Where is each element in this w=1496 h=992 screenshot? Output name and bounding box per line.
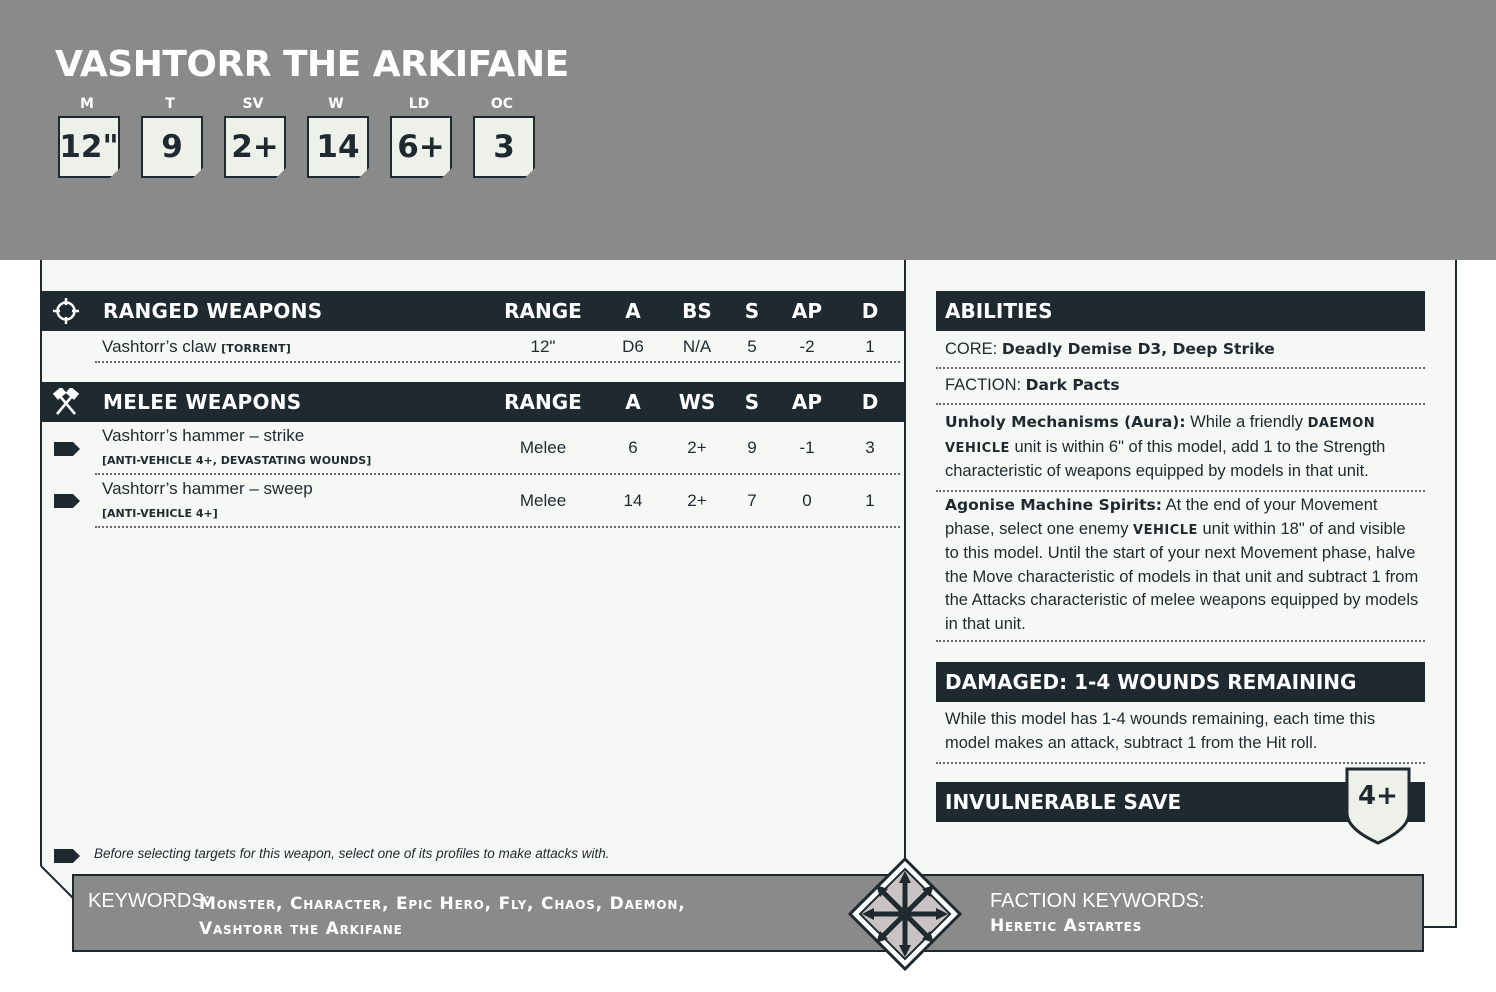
weapon-keywords: [TORRENT] [221,342,291,355]
melee-weapons-header [42,382,904,422]
col-ws: WS [678,390,716,414]
weapon-attacks: 14 [623,491,643,510]
weapon-range: Melee [519,438,567,457]
stat-label: LD [408,96,430,112]
col-strength: S [744,299,760,323]
col-ap: AP [791,299,823,323]
weapon-bs: N/A [682,337,712,356]
stat-objective-control [471,94,533,165]
weapon-ws: 2+ [687,438,707,457]
crosshair-icon [52,297,80,325]
weapon-attacks: D6 [622,337,644,356]
faction-keywords-value: Heretic Astartes [990,916,1143,936]
weapon-row-hammer-sweep [95,475,900,528]
damaged-header [936,662,1425,702]
ability-name: Unholy Mechanisms (Aura): [945,413,1186,431]
stat-save [222,94,284,165]
stat-label: W [328,96,344,112]
datasheet-header [0,0,1496,260]
keywords-line-1: Monster, Character, Epic Hero, Fly, Chaos, Daemon, [199,894,686,914]
weapon-row-claw [95,331,900,363]
keywords-line-2: Vashtorr the Arkifane [199,919,403,939]
col-bs: BS [682,299,712,323]
ability-name: Agonise Machine Spirits: [945,496,1162,514]
keywords-values [199,892,759,942]
col-damage: D [861,390,879,414]
weapon-damage: 3 [865,438,875,457]
weapon-ap: -2 [799,337,815,356]
invulnerable-save-value: 4+ [1358,781,1398,811]
col-range: RANGE [504,390,582,414]
stat-label: M [80,96,94,112]
weapon-ap: 0 [802,491,812,510]
keywords-label: KEYWORDS: [88,890,211,912]
profile-arrow-icon [54,849,80,863]
weapon-name: Vashtorr’s hammer – strike [102,426,305,445]
stat-toughness [139,94,201,165]
abilities-header [936,291,1425,331]
weapon-attacks: 6 [628,438,638,457]
weapon-ws: 2+ [687,491,707,510]
unit-name: VASHTORR THE ARKIFANE [55,44,569,85]
weapon-row-hammer-strike [95,422,900,475]
weapon-strength: 9 [747,438,757,457]
profile-arrow-icon [54,442,80,456]
col-range: RANGE [504,299,582,323]
col-attacks: A [625,299,641,323]
weapon-name: Vashtorr’s claw [TORRENT] [102,337,291,356]
stat-value: 2+ [231,129,279,165]
melee-weapons-title: MELEE WEAPONS [103,390,302,414]
ranged-weapons-title: RANGED WEAPONS [103,299,323,323]
stat-value: 14 [316,129,360,165]
col-damage: D [861,299,879,323]
weapon-ap: -1 [799,438,815,457]
core-label: CORE: [945,340,1002,358]
stat-value: 6+ [397,129,445,165]
weapon-damage: 1 [865,337,875,356]
damaged-title: DAMAGED: 1-4 WOUNDS REMAINING [945,670,1357,694]
stat-wounds [305,94,367,165]
stat-movement [56,94,119,165]
ability-unholy-mechanisms: Unholy Mechanisms (Aura): While a friendly DAEMON VEHICLE unit is within 6" of this model, add 1 to the Strength characteristic of weapons equipped by models in that unit. [936,411,1425,492]
profiles-footnote: Before selecting targets for this weapon, select one of its profiles to make attacks with. [94,846,610,861]
weapon-range: 12" [530,337,556,356]
core-value: Deadly Demise D3, Deep Strike [1001,340,1275,358]
col-strength: S [744,390,760,414]
panel-corner [40,862,76,902]
faction-value: Dark Pacts [1025,376,1120,394]
stat-value: 9 [161,129,183,165]
ranged-weapons-header [42,291,904,331]
crossed-hammers-icon [52,388,80,416]
col-attacks: A [625,390,641,414]
stat-leadership [388,94,450,165]
stat-value: 3 [493,129,515,165]
weapon-keywords: [ANTI-VEHICLE 4+] [102,507,218,520]
weapon-strength: 7 [747,491,757,510]
invulnerable-save-title: INVULNERABLE SAVE [945,790,1182,814]
abilities-title: ABILITIES [945,299,1053,323]
profile-arrow-icon [54,494,80,508]
core-abilities [936,335,1425,369]
col-ap: AP [791,390,823,414]
faction-label: FACTION: [945,376,1026,394]
stat-label: T [165,96,175,112]
keywords-bar [72,874,1424,952]
ability-agonise-machine-spirits: Agonise Machine Spirits: At the end of your Movement phase, select one enemy VEHICLE unit within 18" of and visible to this model. Until the start of your next Movement phase, halve the Move characteristic of models in that unit and subtract 1 from the Attacks characteristic of melee weapons equipped by models in that unit. [936,494,1425,642]
stat-label: OC [490,96,514,112]
weapon-keywords: [ANTI-VEHICLE 4+, DEVASTATING WOUNDS] [102,454,372,467]
faction-abilities [936,371,1425,405]
weapon-damage: 1 [865,491,875,510]
stat-value: 12" [59,129,119,165]
weapon-name: Vashtorr’s hammer – sweep [102,479,313,498]
faction-keywords-label: FACTION KEYWORDS: [990,890,1205,912]
weapon-range: Melee [519,491,567,510]
stat-label: SV [242,96,264,112]
chaos-star-emblem-icon [848,857,962,971]
damaged-text: While this model has 1-4 wounds remaining, each time this model makes an attack, subtract 1 from the Hit roll. [936,708,1425,764]
weapon-strength: 5 [747,337,757,356]
